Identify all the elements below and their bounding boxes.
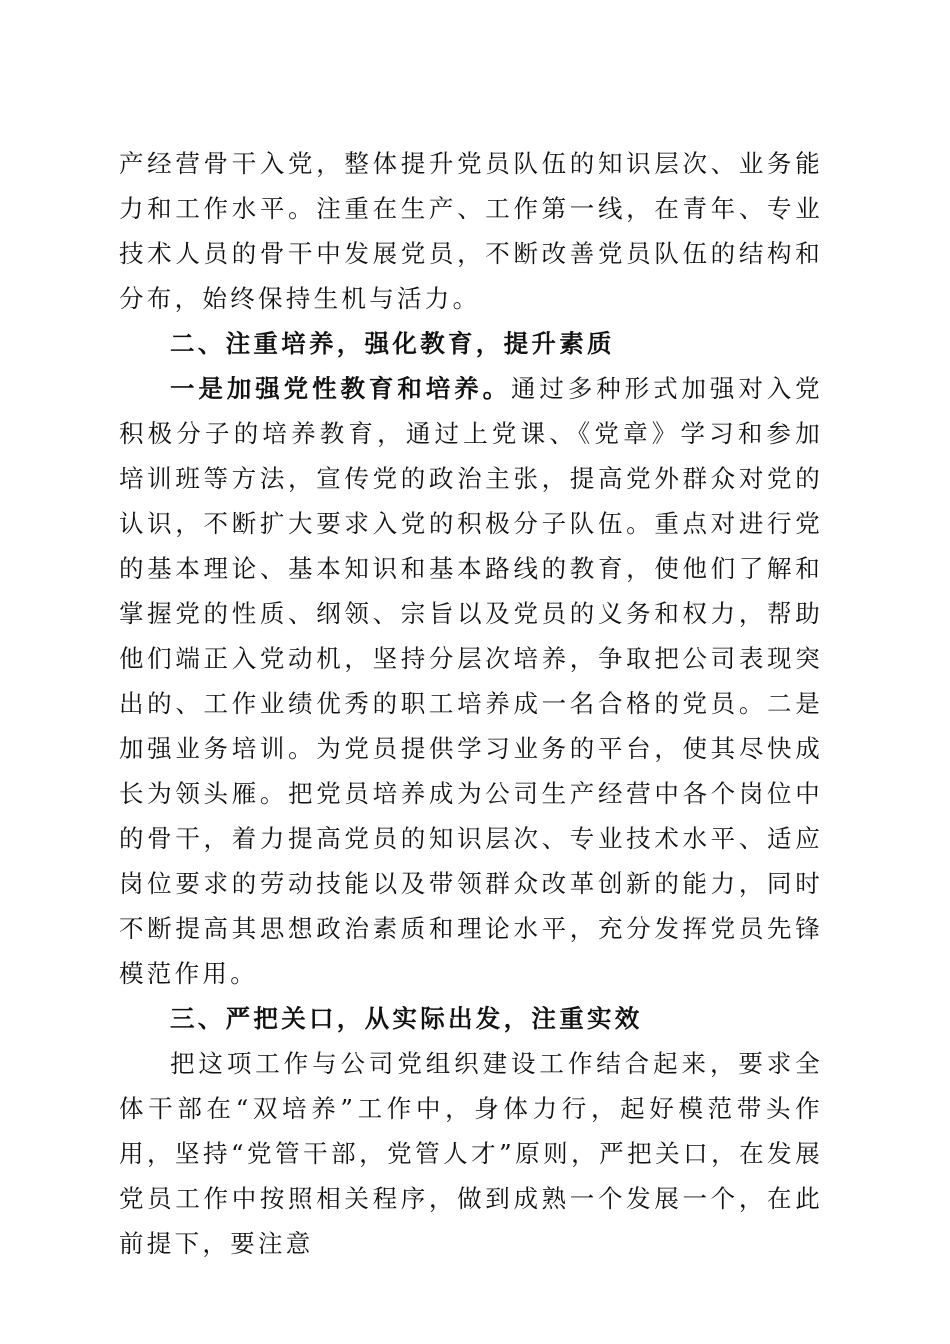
paragraph-strict-checks: 把这项工作与公司党组织建设工作结合起来，要求全体干部在“双培养”工作中，身体力行，起好模范带头作用，坚持“党管干部，党管人才”原则，严把关口，在发展党员工作中按照相关程序，做到成熟一个发展一个，在此前提下，要注意	[119, 1049, 823, 1258]
paragraph-continuation: 产经营骨干入党，整体提升党员队伍的知识层次、业务能力和工作水平。注重在生产、工作第一线，在青年、专业技术人员的骨干中发展党员，不断改善党员队伍的结构和分布，始终保持生机与活力。	[119, 149, 823, 313]
paragraph-body-text: 通过多种形式加强对入党积极分子的培养教育，通过上党课、《党章》学习和参加培训班等方法，宣传党的政治主张，提高党外群众对党的认识，不断扩大要求入党的积极分子队伍。重点对进行党的基本理论、基本知识和基本路线的教育，使他们了解和掌握党的性质、纲领、宗旨以及党员的义务和权力，帮助他们端正入党动机，坚持分层次培养，争取把公司表现突出的、工作业绩优秀的职工培养成一名合格的党员。二是加强业务培训。为党员提供学习业务的平台，使其尽快成长为领头雁。把党员培养成为公司生产经营中各个岗位中的骨干，着力提高党员的知识层次、专业技术水平、适应岗位要求的劳动技能以及带领群众改革创新的能力，同时不断提高其思想政治素质和理论水平，充分发挥党员先锋模范作用。	[119, 374, 823, 988]
document-body	[119, 141, 823, 1266]
paragraph-lead-phrase: 一是加强党性教育和培养。	[170, 374, 512, 403]
section-heading-2: 二、注重培养，强化教育，提升素质	[170, 329, 615, 358]
paragraph-training-education	[119, 366, 823, 996]
section-heading-3: 三、严把关口，从实际出发，注重实效	[170, 1004, 643, 1033]
